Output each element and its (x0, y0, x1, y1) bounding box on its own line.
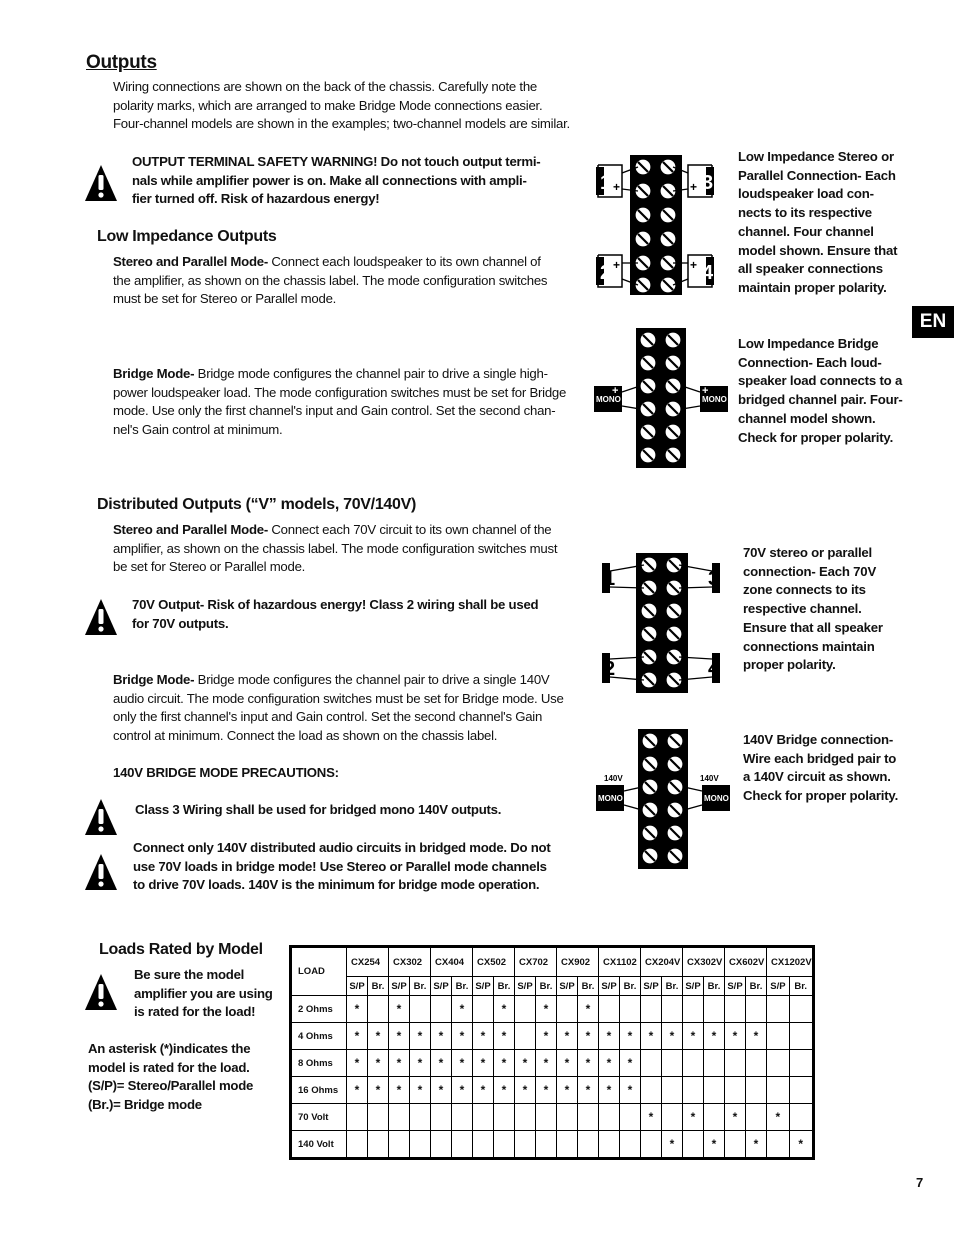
caption-line: loudspeaker load con- (738, 186, 874, 202)
plus-mark: + (690, 180, 698, 194)
rating-cell: * (578, 1077, 599, 1104)
rating-cell (789, 996, 813, 1023)
rating-cell: * (389, 1023, 410, 1050)
rating-cell (662, 1077, 683, 1104)
warning-icon (84, 972, 118, 1012)
bridge-header: Br. (789, 977, 813, 996)
rating-cell (578, 1104, 599, 1131)
channel-label: 4 (708, 658, 720, 680)
rating-cell (494, 1131, 515, 1159)
load-label: 8 Ohms (291, 1050, 347, 1077)
rating-cell (725, 1131, 746, 1159)
intro-line: Wiring connections are shown on the back of the chassis. Carefully note the (113, 79, 538, 94)
rating-cell: * (620, 1050, 641, 1077)
bridge-header: Br. (620, 977, 641, 996)
rating-cell: * (515, 1077, 536, 1104)
rating-cell: * (494, 1077, 515, 1104)
rating-cell (431, 1131, 452, 1159)
caption-line: channel model shown. (738, 410, 876, 426)
rating-cell: * (494, 996, 515, 1023)
plus-mark: + (690, 258, 698, 272)
rating-cell: * (746, 1131, 767, 1159)
bridge-header: Br. (368, 977, 389, 996)
rating-cell (662, 1104, 683, 1131)
rating-cell (347, 1104, 368, 1131)
para-line: be set for Stereo or Parallel mode. (113, 559, 306, 575)
rating-cell (410, 996, 431, 1023)
plus-mark: + (613, 258, 621, 272)
rating-cell: * (494, 1050, 515, 1077)
caption-line: zone connects to its (743, 582, 866, 598)
rating-cell (789, 1023, 813, 1050)
rating-cell: * (368, 1050, 389, 1077)
stereo-parallel-header: S/P (557, 977, 578, 996)
section-title: Outputs (86, 52, 157, 73)
para-line: mode. Use only the first channel's input and Gain control. Set the second chan- (113, 403, 556, 419)
loads-note (88, 1040, 288, 1114)
diagram-low-imp-stereo (596, 155, 714, 297)
caption-line: connection- Each 70V (743, 563, 877, 579)
rating-cell: * (578, 996, 599, 1023)
rating-cell (452, 1104, 473, 1131)
rating-cell (683, 996, 704, 1023)
language-tab: EN (912, 306, 954, 338)
caption-line: proper polarity. (743, 657, 836, 673)
channel-label: 1 (600, 172, 612, 194)
rating-cell (473, 1104, 494, 1131)
model-header: CX302 (389, 947, 431, 977)
model-header: CX254 (347, 947, 389, 977)
class3-warning: Class 3 Wiring shall be used for bridged mono 140V outputs. (135, 802, 502, 817)
rating-cell: * (725, 1104, 746, 1131)
rating-cell: * (641, 1023, 662, 1050)
para-line: must be set for Stereo or Parallel mode. (113, 291, 337, 307)
caption-line: speaker load connects to a (738, 373, 903, 389)
rating-cell (641, 996, 662, 1023)
diagram-70v-stereo (602, 553, 720, 693)
mono-label: MONO (596, 395, 621, 404)
rating-cell (767, 1050, 790, 1077)
rating-cell (368, 1131, 389, 1159)
rating-cell (789, 1104, 813, 1131)
rating-cell: * (473, 1077, 494, 1104)
loads-table (289, 945, 815, 1160)
rating-cell: * (515, 1050, 536, 1077)
caption-line: Check for proper polarity. (738, 429, 894, 445)
rating-cell (557, 996, 578, 1023)
rating-cell: * (683, 1023, 704, 1050)
load-label: 70 Volt (291, 1104, 347, 1131)
rating-cell (620, 996, 641, 1023)
warning-line: use 70V loads in bridge mode! Use Stereo or Parallel mode channels (133, 858, 547, 874)
bridge-header: Br. (410, 977, 431, 996)
caption-line: a 140V circuit as shown. (743, 769, 891, 785)
caption-line: bridged channel pair. Four- (738, 392, 903, 408)
table-row (291, 996, 814, 1023)
rating-cell: * (347, 1050, 368, 1077)
rating-cell: * (683, 1104, 704, 1131)
rating-cell: * (368, 1077, 389, 1104)
warning-line: for 70V outputs. (132, 615, 229, 631)
model-header: CX1102 (599, 947, 641, 977)
rating-cell (620, 1131, 641, 1159)
model-header: CX302V (683, 947, 725, 977)
rating-cell: * (368, 1023, 389, 1050)
distributed-outputs-heading: Distributed Outputs (“V” models, 70V/140V) (97, 496, 417, 513)
rating-cell: * (473, 1050, 494, 1077)
rating-cell (641, 1077, 662, 1104)
loads-heading: Loads Rated by Model (99, 941, 263, 958)
rating-cell: * (557, 1023, 578, 1050)
dist-bridge-paragraph (113, 671, 583, 745)
stereo-parallel-header: S/P (599, 977, 620, 996)
rating-cell: * (389, 1050, 410, 1077)
bridge-header: Br. (494, 977, 515, 996)
rating-cell (536, 1104, 557, 1131)
rating-cell (641, 1050, 662, 1077)
rating-cell (725, 1077, 746, 1104)
para-line: Bridge mode configures the channel pair to drive a single high- (194, 366, 548, 381)
rating-cell: * (536, 996, 557, 1023)
rating-cell: * (725, 1023, 746, 1050)
intro-line: Four-channel models are shown in the examples; two-channel models are similar. (113, 116, 570, 132)
intro-paragraph (113, 78, 583, 134)
stereo-parallel-header: S/P (725, 977, 746, 996)
rating-cell: * (599, 1023, 620, 1050)
rating-cell (473, 996, 494, 1023)
rating-cell: * (347, 1077, 368, 1104)
rating-cell (473, 1131, 494, 1159)
rating-cell: * (789, 1131, 813, 1159)
terminal-diagram (596, 729, 730, 869)
warning-line: is rated for the load! (134, 1004, 256, 1020)
rating-cell: * (599, 1050, 620, 1077)
para-line: amplifier, as shown on the chassis label. The mode configuration switches must (113, 540, 558, 556)
rating-cell: * (767, 1104, 790, 1131)
intro-line: polarity marks, which are arranged to make Bridge Mode connections easier. (113, 97, 543, 113)
note-line: An asterisk (*)indicates the (88, 1041, 251, 1056)
mono-label: MONO (598, 794, 623, 803)
model-header: CX1202V (767, 947, 814, 977)
warning-line: Connect only 140V distributed audio circuits in bridged mode. Do not (133, 840, 551, 855)
rating-cell (704, 1077, 725, 1104)
connect-140v-warning (133, 839, 583, 895)
bridge-header: Br. (452, 977, 473, 996)
low-imp-stereo-paragraph (113, 253, 583, 309)
caption-line: Connection- Each loud- (738, 354, 882, 370)
rating-cell (515, 996, 536, 1023)
caption-line: Low Impedance Stereo or (738, 149, 894, 164)
rating-cell (368, 1104, 389, 1131)
caption-line: 70V stereo or parallel (743, 545, 873, 560)
rating-cell (389, 1104, 410, 1131)
rating-cell (767, 1077, 790, 1104)
model-header: CX902 (557, 947, 599, 977)
rating-cell: * (536, 1023, 557, 1050)
rating-cell: * (347, 1023, 368, 1050)
rating-cell: * (452, 996, 473, 1023)
terminal-diagram (594, 328, 728, 468)
rating-cell: * (536, 1077, 557, 1104)
caption-line: Parallel Connection- Each (738, 167, 896, 183)
note-line: (Br.)= Bridge mode (88, 1096, 202, 1112)
model-header: CX502 (473, 947, 515, 977)
rating-cell (494, 1104, 515, 1131)
rating-cell (389, 1131, 410, 1159)
channel-label: 3 (702, 172, 714, 194)
rating-cell: * (431, 1023, 452, 1050)
rating-cell (578, 1131, 599, 1159)
rating-cell (662, 996, 683, 1023)
caption-line: Check for proper polarity. (743, 788, 899, 804)
plus-mark: + (612, 385, 619, 397)
rating-cell (683, 1050, 704, 1077)
mono-label: MONO (702, 395, 727, 404)
bridge-header: Br. (704, 977, 725, 996)
rating-cell: * (347, 996, 368, 1023)
rating-cell (599, 1104, 620, 1131)
bridge-header: Br. (662, 977, 683, 996)
dist-stereo-paragraph (113, 521, 583, 577)
rating-cell (704, 996, 725, 1023)
diagram-140v-bridge (596, 729, 730, 869)
stereo-lead: Stereo and Parallel Mode- (113, 522, 268, 537)
model-header: CX404 (431, 947, 473, 977)
model-header: CX204V (641, 947, 683, 977)
rating-cell: * (599, 1077, 620, 1104)
table-row (291, 1104, 814, 1131)
rating-cell (347, 1131, 368, 1159)
stereo-parallel-header: S/P (347, 977, 368, 996)
diagram-low-imp-bridge (594, 328, 728, 468)
caption-70v-stereo (743, 544, 913, 675)
note-line: (S/P)= Stereo/Parallel mode (88, 1078, 254, 1094)
rating-cell (515, 1131, 536, 1159)
rating-cell (704, 1050, 725, 1077)
stereo-lead: Stereo and Parallel Mode- (113, 254, 268, 269)
rating-cell: * (746, 1023, 767, 1050)
rating-cell: * (452, 1077, 473, 1104)
rating-cell: * (452, 1023, 473, 1050)
rating-cell (767, 1023, 790, 1050)
caption-line: connections maintain (743, 638, 875, 654)
rating-cell: * (641, 1104, 662, 1131)
precautions-heading: 140V BRIDGE MODE PRECAUTIONS: (113, 765, 339, 780)
low-impedance-heading: Low Impedance Outputs (97, 228, 277, 245)
caption-low-imp-stereo (738, 148, 913, 298)
rating-cell (683, 1077, 704, 1104)
caption-line: all speaker connections (738, 261, 883, 277)
channel-label: 2 (604, 658, 616, 680)
rating-cell: * (662, 1131, 683, 1159)
table-subheader-row (291, 977, 814, 996)
warning-icon (84, 163, 118, 203)
stereo-parallel-header: S/P (473, 977, 494, 996)
bridge-lead: Bridge Mode- (113, 366, 195, 381)
mono-label: MONO (704, 794, 729, 803)
rating-cell: * (704, 1023, 725, 1050)
rating-cell: * (557, 1077, 578, 1104)
rating-cell: * (410, 1077, 431, 1104)
rating-cell: * (557, 1050, 578, 1077)
rating-cell (557, 1131, 578, 1159)
plus-mark: + (613, 180, 621, 194)
rating-cell (599, 996, 620, 1023)
rating-cell: * (578, 1023, 599, 1050)
caption-line: Low Impedance Bridge (738, 336, 879, 351)
rating-cell: * (704, 1131, 725, 1159)
rating-cell (704, 1104, 725, 1131)
para-line: Bridge mode configures the channel pair to drive a single 140V (194, 672, 550, 687)
para-line: only the first channel's input and Gain control. Set the second channel's Gain (113, 709, 543, 725)
model-header: CX602V (725, 947, 767, 977)
rating-cell (431, 996, 452, 1023)
load-label: 4 Ohms (291, 1023, 347, 1050)
bridge-header: Br. (746, 977, 767, 996)
rating-cell: * (473, 1023, 494, 1050)
caption-line: channel. Four channel (738, 223, 874, 239)
terminal-diagram (596, 155, 714, 297)
rating-cell: * (620, 1023, 641, 1050)
warning-70v (132, 596, 582, 633)
rating-cell (515, 1104, 536, 1131)
table-row (291, 1050, 814, 1077)
rating-cell (599, 1131, 620, 1159)
para-line: nel's Gain control at minimum. (113, 421, 283, 437)
caption-line: 140V Bridge connection- (743, 732, 894, 747)
rating-cell (515, 1023, 536, 1050)
loads-warning (134, 966, 289, 1022)
warning-icon (84, 797, 118, 837)
voltage-label: 140V (700, 774, 719, 783)
para-line: audio circuit. The mode configuration switches must be set for Bridge mode. Use (113, 690, 564, 706)
load-label: 2 Ohms (291, 996, 347, 1023)
channel-label: 1 (604, 568, 616, 590)
rating-cell (725, 996, 746, 1023)
para-line: the amplifier, as shown on the chassis label. The mode configuration switches (113, 272, 548, 288)
rating-cell: * (431, 1077, 452, 1104)
bridge-lead: Bridge Mode- (113, 672, 195, 687)
rating-cell: * (662, 1023, 683, 1050)
caption-line: Wire each bridged pair to (743, 750, 897, 766)
table-row (291, 1023, 814, 1050)
model-header: CX702 (515, 947, 557, 977)
warning-line: fier turned off. Risk of hazardous energy! (132, 191, 380, 207)
table-row (291, 1077, 814, 1104)
rating-cell (557, 1104, 578, 1131)
rating-cell: * (494, 1023, 515, 1050)
channel-label: 3 (708, 568, 720, 590)
rating-cell (620, 1104, 641, 1131)
para-line: control at minimum. Connect the load as shown on the chassis label. (113, 727, 498, 743)
load-label: 16 Ohms (291, 1077, 347, 1104)
rating-cell (452, 1131, 473, 1159)
warning-line: nals while amplifier power is on. Make all connections with ampli- (132, 172, 527, 188)
voltage-label: 140V (604, 774, 623, 783)
stereo-parallel-header: S/P (683, 977, 704, 996)
rating-cell (410, 1104, 431, 1131)
rating-cell: * (431, 1050, 452, 1077)
rating-cell (431, 1104, 452, 1131)
caption-line: nects to its respective (738, 205, 872, 221)
low-imp-bridge-paragraph (113, 365, 583, 439)
stereo-parallel-header: S/P (767, 977, 790, 996)
rating-cell: * (389, 996, 410, 1023)
bridge-header: Br. (536, 977, 557, 996)
channel-label: 4 (702, 262, 714, 284)
caption-line: maintain proper polarity. (738, 279, 887, 295)
para-line: Connect each 70V circuit to its own channel of the (267, 522, 552, 537)
stereo-parallel-header: S/P (641, 977, 662, 996)
rating-cell (368, 996, 389, 1023)
warning-line: OUTPUT TERMINAL SAFETY WARNING! Do not touch output termi- (132, 154, 541, 169)
rating-cell: * (410, 1023, 431, 1050)
rating-cell (767, 996, 790, 1023)
caption-line: Ensure that all speaker (743, 619, 883, 635)
rating-cell (767, 1131, 790, 1159)
caption-line: model shown. Ensure that (738, 242, 898, 258)
table-row (291, 1131, 814, 1159)
terminal-diagram (602, 553, 720, 693)
warning-line: 70V Output- Risk of hazardous energy! Class 2 wiring shall be used (132, 597, 539, 612)
rating-cell: * (620, 1077, 641, 1104)
stereo-parallel-header: S/P (515, 977, 536, 996)
stereo-parallel-header: S/P (431, 977, 452, 996)
rating-cell (536, 1131, 557, 1159)
stereo-parallel-header: S/P (389, 977, 410, 996)
warning-icon (84, 597, 118, 637)
rating-cell (746, 1050, 767, 1077)
rating-cell: * (536, 1050, 557, 1077)
rating-cell: * (410, 1050, 431, 1077)
rating-cell (641, 1131, 662, 1159)
load-label: 140 Volt (291, 1131, 347, 1159)
warning-line: amplifier you are using (134, 985, 273, 1001)
safety-warning (132, 153, 572, 209)
page-number: 7 (916, 1175, 924, 1190)
warning-icon (84, 852, 118, 892)
rating-cell (746, 1077, 767, 1104)
para-line: power loudspeaker load. The mode configuration switches must be set for Bridge (113, 384, 567, 400)
rating-cell: * (389, 1077, 410, 1104)
plus-mark: + (702, 385, 709, 397)
channel-label: 2 (600, 262, 612, 284)
rating-cell (662, 1050, 683, 1077)
caption-line: respective channel. (743, 601, 862, 617)
rating-cell (683, 1131, 704, 1159)
table-header-row (291, 947, 814, 977)
rating-cell: * (578, 1050, 599, 1077)
bridge-header: Br. (578, 977, 599, 996)
caption-low-imp-bridge (738, 335, 913, 447)
rating-cell (746, 996, 767, 1023)
load-header: LOAD (291, 947, 347, 996)
warning-line: to drive 70V loads. 140V is the minimum for bridge mode operation. (133, 877, 540, 893)
rating-cell (746, 1104, 767, 1131)
para-line: Connect each loudspeaker to its own channel of (267, 254, 541, 269)
rating-cell (725, 1050, 746, 1077)
rating-cell (789, 1077, 813, 1104)
rating-cell: * (452, 1050, 473, 1077)
warning-line: Be sure the model (134, 967, 245, 982)
note-line: model is rated for the load. (88, 1059, 250, 1075)
rating-cell (410, 1131, 431, 1159)
rating-cell (789, 1050, 813, 1077)
caption-140v-bridge (743, 731, 913, 806)
